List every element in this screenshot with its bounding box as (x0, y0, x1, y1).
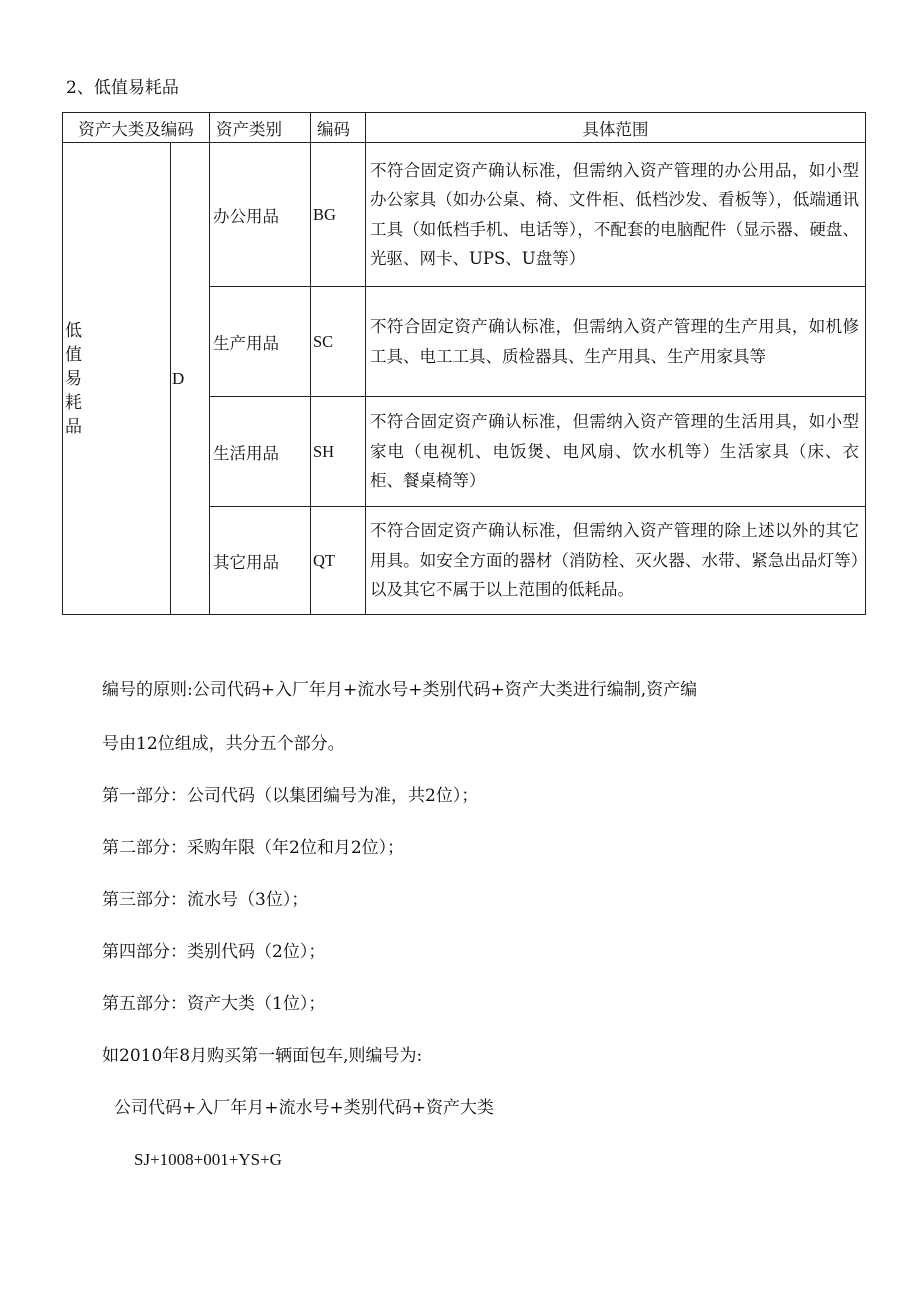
part-4-text: 第四部分：类别代码（2位）； (102, 942, 326, 962)
section-title: 2、低值易耗品 (66, 78, 179, 98)
major-category-name: 低值易耗品 (65, 320, 82, 437)
asset-scope-cell: 不符合固定资产确认标准，但需纳入资产管理的生活用具，如小型家电（电视机、电饭煲、电风扇、饮水机等）生活家具（床、衣柜、餐桌椅等） (366, 397, 866, 507)
header-code: 编码 (311, 113, 366, 143)
major-category-name-cell (63, 143, 171, 615)
asset-scope-cell: 不符合固定资产确认标准，但需纳入资产管理的生产用具，如机修工具、电工工具、质检器具、生产用具、生产用家具等 (366, 287, 866, 397)
asset-type-cell: 办公用品 (210, 143, 311, 287)
header-scope: 具体范围 (366, 113, 866, 143)
asset-category-table (62, 112, 866, 615)
code-formula: 公司代码+入厂年月+流水号+类别代码+资产大类 (114, 1098, 494, 1118)
part-2-text: 第二部分：采购年限（年2位和月2位）； (102, 838, 405, 858)
major-category-code: D (172, 368, 185, 388)
part-5-text: 第五部分：资产大类（1位）； (102, 994, 326, 1014)
principle-line-1: 编号的原则:公司代码+入厂年月+流水号+类别代码+资产大类进行编制,资产编 (102, 680, 698, 700)
part-1-text: 第一部分：公司代码（以集团编号为准，共2位）； (102, 786, 479, 806)
example-code: SJ+1008+001+YS+G (134, 1150, 282, 1169)
asset-code-cell: SC (311, 287, 366, 397)
asset-code-cell: QT (311, 507, 366, 615)
asset-scope-cell: 不符合固定资产确认标准，但需纳入资产管理的除上述以外的其它用具。如安全方面的器材（消防栓、灭火器、水带、紧急出品灯等）以及其它不属于以上范围的低耗品。 (366, 507, 866, 615)
table-header-row (63, 113, 866, 143)
example-intro: 如2010年8月购买第一辆面包车,则编号为: (102, 1046, 423, 1066)
asset-code-cell: SH (311, 397, 366, 507)
part-3-text: 第三部分：流水号（3位）； (102, 890, 309, 910)
asset-type-cell: 生产用品 (210, 287, 311, 397)
asset-type-cell: 生活用品 (210, 397, 311, 507)
asset-scope-cell: 不符合固定资产确认标准，但需纳入资产管理的办公用品，如小型办公家具（如办公桌、椅、文件柜、低档沙发、看板等），低端通讯工具（如低档手机、电话等），不配套的电脑配件（显示器、硬盘、光驱、网卡、UPS、U盘等） (366, 143, 866, 287)
asset-code-cell: BG (311, 143, 366, 287)
header-asset-type: 资产类别 (210, 113, 311, 143)
header-major-category: 资产大类及编码 (63, 113, 210, 143)
asset-type-cell: 其它用品 (210, 507, 311, 615)
principle-line-2: 号由12位组成，共分五个部分。 (102, 734, 345, 754)
table-row (63, 143, 866, 287)
major-category-code-cell (171, 143, 210, 615)
